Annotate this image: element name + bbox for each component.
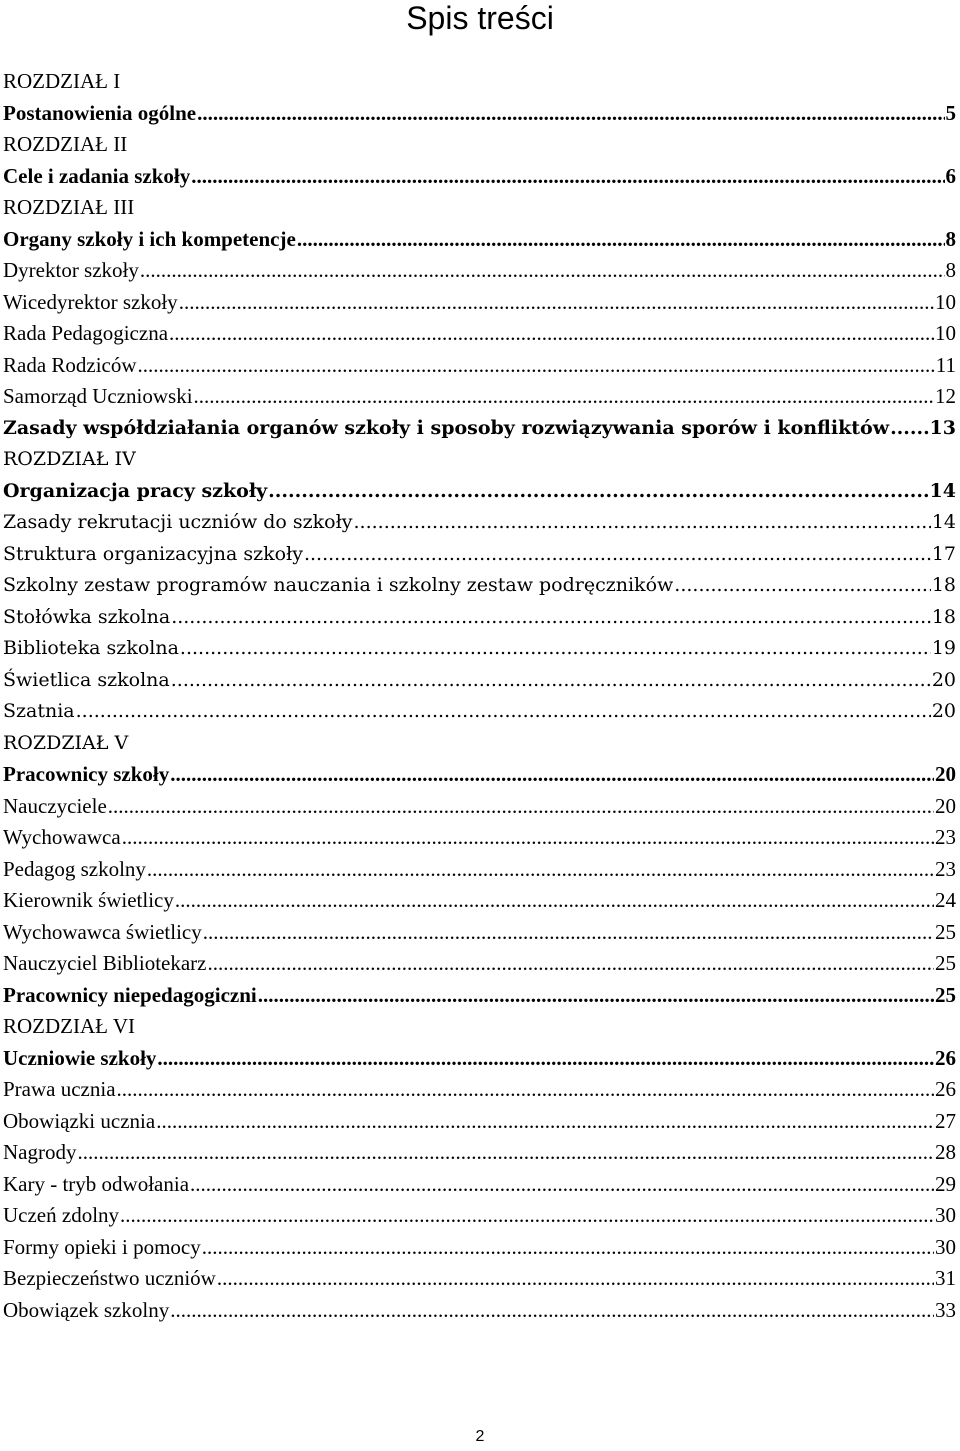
- page-number: 2: [475, 1428, 485, 1445]
- toc-entry-label: Samorząd Uczniowski: [3, 384, 193, 408]
- toc-entry-label: ROZDZIAŁ V: [3, 731, 129, 754]
- dot-leader: [354, 507, 931, 539]
- toc-entry-label: ROZDZIAŁ IV: [3, 448, 136, 470]
- dot-leader: [76, 696, 931, 728]
- toc-entry[interactable]: [3, 287, 956, 319]
- toc-entry-label: Postanowienia ogólne: [3, 100, 197, 125]
- toc-entry-label: ROZDZIAŁ I: [3, 69, 121, 93]
- dot-leader: [304, 539, 931, 571]
- dot-leader: [297, 224, 945, 256]
- toc-entry-page: 27: [935, 1108, 956, 1133]
- toc-entry[interactable]: [3, 665, 956, 697]
- toc-entry-label: Nauczyciele: [3, 793, 107, 818]
- toc-entry[interactable]: [3, 350, 956, 382]
- toc-entry[interactable]: [3, 413, 956, 445]
- toc-entry-label: Nauczyciel Bibliotekarz: [3, 951, 207, 975]
- table-of-contents: [3, 66, 956, 1326]
- dot-leader: [147, 854, 934, 886]
- toc-entry-label: Cele i zadania szkoły: [3, 163, 191, 188]
- dot-leader: [138, 350, 935, 382]
- toc-entry-page: 18: [931, 574, 956, 596]
- dot-leader: [194, 381, 934, 413]
- toc-entry-page: 17: [931, 542, 956, 565]
- toc-entry[interactable]: [3, 1043, 956, 1075]
- toc-entry[interactable]: [3, 539, 956, 571]
- toc-entry-label: Zasady rekrutacji uczniów do szkoły: [3, 511, 353, 533]
- toc-entry-page: 10: [935, 289, 956, 314]
- toc-entry-page: 20: [935, 762, 956, 786]
- toc-entry-page: 20: [935, 793, 956, 818]
- toc-chapter-heading: [3, 192, 956, 224]
- toc-entry-label: Prawa ucznia: [3, 1077, 116, 1101]
- toc-entry-page: 18: [931, 605, 956, 628]
- toc-entry-page: 5: [945, 100, 956, 125]
- toc-entry[interactable]: [3, 917, 956, 949]
- toc-chapter-heading: [3, 444, 956, 476]
- toc-entry-page: 25: [935, 951, 956, 975]
- toc-entry-page: 24: [935, 888, 956, 912]
- toc-entry[interactable]: [3, 602, 956, 634]
- page-title: Spis treści: [406, 0, 554, 36]
- toc-entry-page: 10: [935, 321, 956, 345]
- toc-entry[interactable]: [3, 98, 956, 130]
- toc-entry[interactable]: [3, 759, 956, 791]
- dot-leader: [169, 318, 934, 350]
- toc-entry[interactable]: [3, 1074, 956, 1106]
- toc-entry[interactable]: [3, 1232, 956, 1264]
- toc-entry-page: 25: [935, 982, 956, 1007]
- toc-entry-page: 33: [935, 1297, 956, 1322]
- toc-entry-label: Świetlica szkolna: [3, 668, 170, 691]
- toc-entry-label: Rada Rodziców: [3, 352, 137, 377]
- dot-leader: [170, 1295, 934, 1327]
- toc-entry-label: Uczeń zdolny: [3, 1203, 120, 1227]
- toc-entry-label: Biblioteka szkolna: [3, 637, 179, 659]
- toc-entry-page: 26: [935, 1045, 956, 1070]
- toc-entry-page: 29: [935, 1171, 956, 1196]
- toc-entry-label: Kierownik świetlicy: [3, 888, 174, 912]
- toc-entry-label: ROZDZIAŁ VI: [3, 1014, 136, 1038]
- toc-entry[interactable]: [3, 791, 956, 823]
- dot-leader: [122, 822, 934, 854]
- dot-leader: [171, 602, 931, 634]
- toc-entry-page: 20: [931, 668, 956, 691]
- toc-entry-page: 13: [929, 416, 956, 439]
- dot-leader: [217, 1263, 934, 1295]
- toc-entry-label: Nagrody: [3, 1140, 77, 1164]
- toc-chapter-heading: [3, 728, 956, 760]
- toc-entry[interactable]: [3, 570, 956, 602]
- toc-entry[interactable]: [3, 1200, 956, 1232]
- toc-entry-page: 19: [931, 637, 956, 659]
- toc-entry[interactable]: [3, 854, 956, 886]
- toc-entry-page: 14: [931, 511, 956, 533]
- toc-entry-label: ROZDZIAŁ II: [3, 132, 128, 156]
- toc-entry-label: Formy opieki i pomocy: [3, 1234, 201, 1259]
- dot-leader: [170, 759, 934, 791]
- dot-leader: [108, 791, 934, 823]
- toc-entry-label: Rada Pedagogiczna: [3, 321, 169, 345]
- toc-chapter-heading: [3, 66, 956, 98]
- toc-chapter-heading: [3, 129, 956, 161]
- toc-entry-label: Bezpieczeństwo uczniów: [3, 1266, 216, 1290]
- dot-leader: [140, 255, 945, 287]
- dot-leader: [175, 885, 934, 917]
- toc-entry-page: 20: [931, 700, 956, 722]
- toc-entry-label: Stołówka szkolna: [3, 605, 171, 628]
- toc-entry[interactable]: [3, 1295, 956, 1327]
- dot-leader: [203, 917, 934, 949]
- toc-entry[interactable]: [3, 1169, 956, 1201]
- toc-entry[interactable]: [3, 318, 956, 350]
- toc-entry-page: 30: [935, 1234, 956, 1259]
- toc-entry-label: Pedagog szkolny: [3, 856, 146, 881]
- toc-entry-page: 14: [929, 479, 956, 502]
- dot-leader: [77, 1137, 934, 1169]
- dot-leader: [202, 1232, 934, 1264]
- toc-entry-page: 25: [935, 919, 956, 944]
- toc-entry-page: 6: [945, 163, 956, 188]
- toc-entry-page: 23: [935, 825, 956, 849]
- toc-entry-label: Obowiązki ucznia: [3, 1108, 156, 1133]
- dot-leader: [156, 1106, 934, 1138]
- toc-entry-page: 30: [935, 1203, 956, 1227]
- toc-entry-label: ROZDZIAŁ III: [3, 195, 135, 219]
- toc-entry[interactable]: [3, 224, 956, 256]
- toc-entry[interactable]: [3, 476, 956, 508]
- toc-entry[interactable]: [3, 633, 956, 665]
- toc-entry-label: Pracownicy niepedagogiczni: [3, 982, 257, 1007]
- dot-leader: [258, 980, 934, 1012]
- toc-entry-label: Struktura organizacyjna szkoły: [3, 542, 303, 565]
- toc-entry[interactable]: [3, 161, 956, 193]
- toc-entry[interactable]: [3, 1263, 956, 1295]
- toc-entry[interactable]: [3, 980, 956, 1012]
- toc-entry-page: 28: [935, 1140, 956, 1164]
- dot-leader: [179, 287, 934, 319]
- toc-entry-label: Obowiązek szkolny: [3, 1297, 170, 1322]
- toc-entry[interactable]: [3, 885, 956, 917]
- dot-leader: [268, 476, 928, 508]
- toc-entry-page: 8: [945, 226, 956, 251]
- toc-entry-label: Dyrektor szkoły: [3, 258, 139, 282]
- dot-leader: [191, 161, 944, 193]
- dot-leader: [197, 98, 944, 130]
- toc-entry-page: 31: [935, 1266, 956, 1290]
- dot-leader: [157, 1043, 934, 1075]
- toc-entry-label: Szatnia: [3, 700, 75, 722]
- dot-leader: [117, 1074, 934, 1106]
- toc-entry[interactable]: [3, 696, 956, 728]
- toc-entry[interactable]: [3, 1137, 956, 1169]
- toc-entry-label: Organizacja pracy szkoły: [3, 479, 268, 502]
- toc-entry-label: Uczniowie szkoły: [3, 1045, 157, 1070]
- toc-entry[interactable]: [3, 381, 956, 413]
- toc-entry[interactable]: [3, 822, 956, 854]
- toc-entry-label: Szkolny zestaw programów nauczania i szkolny zestaw podręczników: [3, 574, 674, 596]
- dot-leader: [180, 633, 931, 665]
- toc-entry-page: 11: [935, 352, 956, 377]
- toc-entry-label: Pracownicy szkoły: [3, 762, 170, 786]
- dot-leader: [120, 1200, 934, 1232]
- toc-entry-label: Wychowawca: [3, 825, 121, 849]
- toc-entry[interactable]: [3, 507, 956, 539]
- toc-entry-page: 12: [935, 384, 956, 408]
- dot-leader: [208, 948, 935, 980]
- toc-chapter-heading: [3, 1011, 956, 1043]
- toc-entry-label: Organy szkoły i ich kompetencje: [3, 226, 296, 251]
- toc-entry-label: Zasady współdziałania organów szkoły i sposoby rozwiązywania sporów i konfliktów: [3, 416, 890, 439]
- toc-entry-page: 8: [945, 258, 956, 282]
- toc-entry-label: Wychowawca świetlicy: [3, 919, 202, 944]
- dot-leader: [190, 1169, 934, 1201]
- toc-entry-label: Wicedyrektor szkoły: [3, 289, 178, 314]
- toc-entry-page: 23: [935, 856, 956, 881]
- toc-entry[interactable]: [3, 948, 956, 980]
- dot-leader: [674, 570, 931, 602]
- toc-entry[interactable]: [3, 1106, 956, 1138]
- toc-entry-label: Kary - tryb odwołania: [3, 1171, 190, 1196]
- dot-leader: [890, 413, 928, 445]
- toc-entry[interactable]: [3, 255, 956, 287]
- dot-leader: [171, 665, 931, 697]
- toc-entry-page: 26: [935, 1077, 956, 1101]
